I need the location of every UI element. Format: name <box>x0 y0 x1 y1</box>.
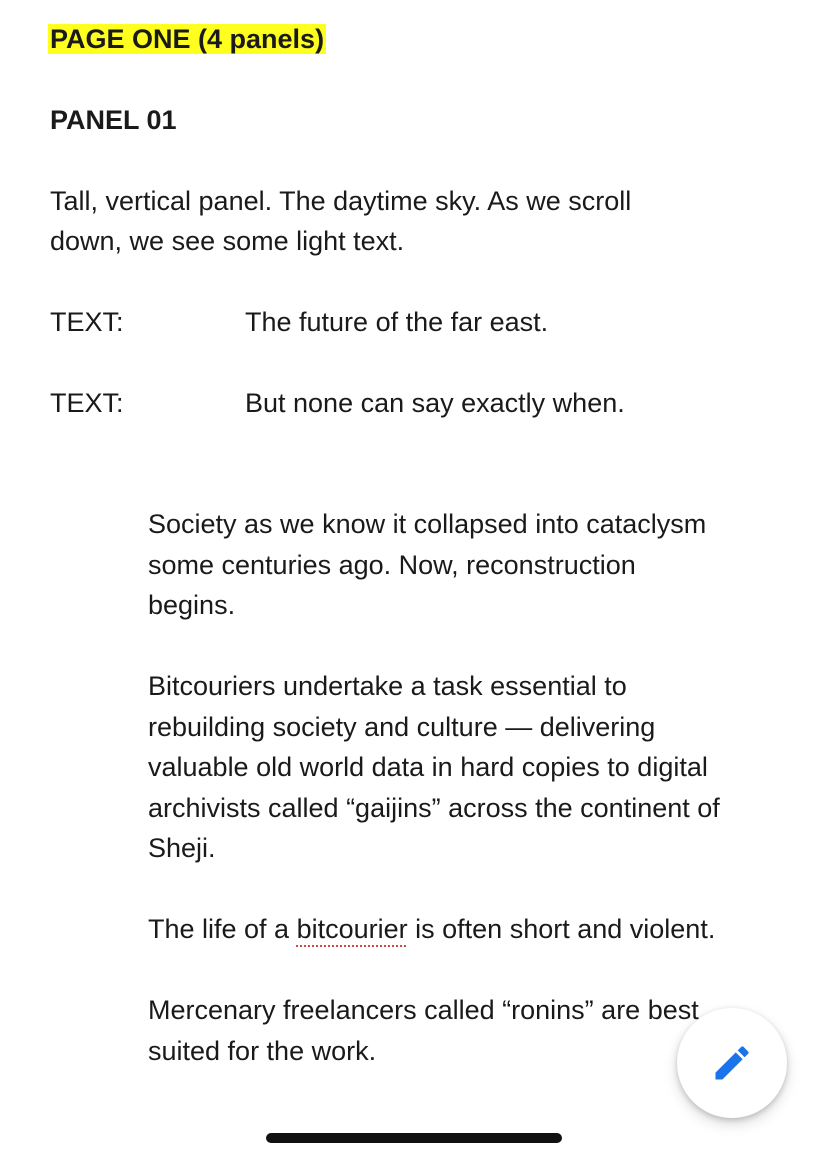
body-line: valuable old world data in hard copies to digital <box>148 752 708 782</box>
body-line: some centuries ago. Now, reconstruction <box>148 550 636 580</box>
body-line: Society as we know it collapsed into cataclysm <box>148 509 707 539</box>
panel-heading: PANEL 01 <box>50 105 177 135</box>
body-line: begins. <box>148 590 236 620</box>
body-line: suited for the work. <box>148 1036 377 1066</box>
body-line: Bitcouriers undertake a task essential to <box>148 671 627 701</box>
text-cue-content: The future of the far east. <box>245 307 549 337</box>
page-header <box>50 19 326 60</box>
body-line: rebuilding society and culture — delivering <box>148 712 656 742</box>
text-cue-label: TEXT: <box>50 388 124 418</box>
body-text: is often short and violent. <box>407 914 716 944</box>
edit-fab-button[interactable] <box>677 1008 787 1118</box>
page-header-highlight: PAGE ONE (4 panels) <box>50 24 325 54</box>
home-indicator[interactable] <box>266 1133 562 1143</box>
body-line: archivists called “gaijins” across the continent of <box>148 793 720 823</box>
misspelled-word[interactable]: bitcourier <box>296 914 408 944</box>
text-cue-content: But none can say exactly when. <box>245 388 625 418</box>
panel-description-line: down, we see some light text. <box>50 226 405 256</box>
text-cue-label: TEXT: <box>50 307 124 337</box>
pencil-icon <box>710 1041 754 1085</box>
body-text: The life of a <box>148 914 297 944</box>
panel-description-line: Tall, vertical panel. The daytime sky. As we scroll <box>50 186 632 216</box>
body-line: Mercenary freelancers called “ronins” are best <box>148 995 699 1025</box>
body-line: Sheji. <box>148 833 216 863</box>
body-line <box>148 909 715 950</box>
